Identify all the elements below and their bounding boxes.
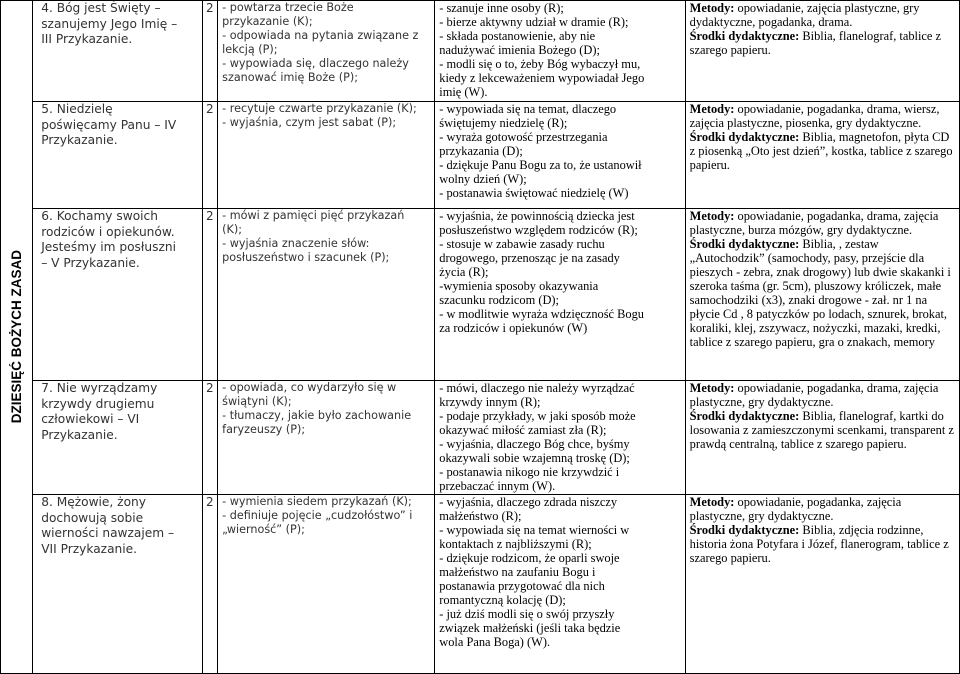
aids-paragraph <box>690 130 955 172</box>
achievement-line: świętujemy niedzielę (R); <box>439 116 568 130</box>
hours-cell: 2 <box>202 1 218 102</box>
achievement-line: kiedy z lekceważeniem wypowiadał Jego <box>439 71 645 85</box>
achievements-cell <box>435 1 685 102</box>
topic-line: dochowują sobie <box>41 510 144 525</box>
topic-line: rodziców i opiekunów. <box>41 224 175 239</box>
aids-text: Biblia, magnetofon, płyta CD z piosenką „Oto jest dzień”, kostka, tablice z szarego papieru. <box>689 130 953 172</box>
objective-line: świątyni (K); <box>222 395 292 408</box>
aids-label: Środki dydaktyczne: <box>689 237 800 251</box>
methods-cell <box>685 495 959 674</box>
methods-paragraph <box>690 495 955 523</box>
objective-line: - wyjaśnia znaczenie słów: <box>222 237 370 250</box>
topic-line: Przykazanie. <box>41 427 118 442</box>
objective-line: przykazanie (K); <box>222 15 313 28</box>
topic-line: 8. Mężowie, żony <box>41 495 146 509</box>
achievement-line: -wymienia sposoby okazywania <box>439 279 599 293</box>
achievement-line: drogowego, przenosząc je na zasady <box>439 251 620 265</box>
achievement-line: - wypowiada się na temat wierności w <box>439 523 630 537</box>
methods-cell <box>685 381 959 495</box>
topic-line: człowiekowi – VI <box>41 412 140 426</box>
achievement-line: wola Pana Boga) (W). <box>439 635 551 649</box>
methods-cell <box>685 1 959 102</box>
achievement-line: przebaczać innym (W). <box>439 479 556 493</box>
table-row <box>1 102 960 209</box>
achievements-cell <box>435 381 685 495</box>
objective-line: (K); <box>222 223 242 236</box>
achievement-line: - bierze aktywny udział w dramie (R); <box>439 15 629 29</box>
objective-line: posłuszeństwo i szacunek (P); <box>222 251 390 264</box>
methods-label: Metody: <box>689 1 735 15</box>
objective-line: - wyjaśnia, czym jest sabat (P); <box>222 116 397 129</box>
methods-text: opowiadanie, zajęcia plastyczne, gry dydaktyczne, pogadanka, drama. <box>689 1 920 29</box>
achievements-cell <box>435 102 685 209</box>
objective-line: „wierność” (P); <box>222 523 305 536</box>
achievement-line: - podaje przykłady, w jaki sposób może <box>439 409 636 423</box>
achievement-line: - dziękuje rodzicom, że oparli swoje <box>439 551 620 565</box>
aids-paragraph <box>690 237 955 349</box>
achievement-line: romantyczną kolację (D); <box>439 593 566 607</box>
table-row <box>1 1 960 102</box>
objectives-cell <box>218 102 435 209</box>
achievement-line: kontaktach z najbliższymi (R); <box>439 537 592 551</box>
achievement-line: - wyjaśnia, dlaczego Bóg chce, byśmy <box>439 437 630 451</box>
objectives-cell <box>218 381 435 495</box>
achievement-line: - dziękuje Panu Bogu za to, że ustanowił <box>439 158 642 172</box>
aids-text: Biblia, zdjęcia rodzinne, historia żona Potyfara i Józef, flanerogram, tablice z szarego papieru. <box>689 523 949 565</box>
topic-line: 5. Niedzielę <box>41 102 113 116</box>
aids-text: Biblia, , zestaw „Autochodzik” (samochody, pasy, przejście dla pieszych - zebra, znak drogowy) lub dwie skakanki i szeroka taśma (gr. 5cm), pluszowy króliczek, małe samochodziki (x3), znaki drogowe - zał. nr 1 na płycie Cd , 8 patyczków po lodach, sznurek, brokat, koraliki, klej, zszywacz, nożyczki, mazaki, kredki, tablice z szarego papieru, gra o znakach, memory <box>689 237 951 349</box>
aids-label: Środki dydaktyczne: <box>689 523 800 537</box>
achievement-line: - w modlitwie wyraża wdzięczność Bogu <box>439 307 644 321</box>
objective-line: - powtarza trzecie Boże <box>222 1 354 14</box>
aids-paragraph <box>690 29 955 57</box>
achievement-line: - wyjaśnia, dlaczego zdrada niszczy <box>439 495 618 509</box>
achievement-line: postanawia przygotować dla nich <box>439 579 605 593</box>
topic-line: wierności nawzajem – <box>41 526 175 540</box>
objective-line: - opowiada, co wydarzyło się w <box>222 381 397 394</box>
topic-line: krzywdy drugiemu <box>41 396 155 411</box>
methods-paragraph <box>690 1 955 29</box>
topic-line: III Przykazanie. <box>41 32 133 46</box>
table-row <box>1 209 960 381</box>
hours-cell: 2 <box>202 495 218 674</box>
methods-label: Metody: <box>689 495 735 509</box>
objectives-cell <box>218 495 435 674</box>
achievement-line: szacunku rodzicom (D); <box>439 293 559 307</box>
achievement-line: - wypowiada się na temat, dlaczego <box>439 102 617 116</box>
objective-line: - definiuje pojęcie „cudzołóstwo” i <box>222 509 413 522</box>
achievement-line: krzywdy innym (R); <box>439 395 541 409</box>
objectives-cell <box>218 1 435 102</box>
topic-cell <box>33 495 202 674</box>
objective-line: - wymienia siedem przykazań (K); <box>222 495 412 508</box>
aids-text: Biblia, flanelograf, tablice z szarego papieru. <box>689 29 942 57</box>
achievement-line: - składa postanowienie, aby nie <box>439 29 596 43</box>
achievement-line: okazywali sobie wzajemną troskę (D); <box>439 451 630 465</box>
objective-line: szanować imię Boże (P); <box>222 71 358 84</box>
objective-line: - recytuje czwarte przykazanie (K); <box>222 102 417 115</box>
achievement-line: - szanuje inne osoby (R); <box>439 1 564 15</box>
topic-line: szanujemy Jego Imię – <box>41 16 178 31</box>
achievement-line: - wyraża gotowość przestrzegania <box>439 130 608 144</box>
hours-cell: 2 <box>202 102 218 209</box>
topic-line: 6. Kochamy swoich <box>41 209 158 223</box>
category-label: DZIESIĘĆ BOŻYCH ZASAD <box>9 250 25 424</box>
aids-paragraph <box>690 523 955 565</box>
category-cell <box>1 1 33 674</box>
objective-line: - tłumaczy, jakie było zachowanie <box>222 409 412 422</box>
methods-cell <box>685 209 959 381</box>
achievement-line: - mówi, dlaczego nie należy wyrządzać <box>439 381 635 395</box>
topic-line: – V Przykazanie. <box>41 255 140 270</box>
topic-line: 4. Bóg jest Święty – <box>41 1 161 15</box>
achievement-line: przykazania (D); <box>439 144 523 158</box>
achievement-line: - stosuje w zabawie zasady ruchu <box>439 237 605 251</box>
table-row <box>1 381 960 495</box>
achievement-line: - modli się o to, żeby Bóg wybaczył mu, <box>439 57 641 71</box>
achievement-line: małżeństwo na zaufaniu Bogu i <box>439 565 596 579</box>
objective-line: lekcją (P); <box>222 43 278 56</box>
hours-cell: 2 <box>202 209 218 381</box>
achievement-line: okazywać miłość zamiast zła (R); <box>439 423 607 437</box>
objective-line: - mówi z pamięci pięć przykazań <box>222 209 405 222</box>
topic-cell <box>33 381 202 495</box>
methods-text: opowiadanie, pogadanka, drama, wiersz, zajęcia plastyczne, piosenka, gry dydaktyczne. <box>689 102 940 130</box>
topic-cell <box>33 102 202 209</box>
methods-label: Metody: <box>689 381 735 395</box>
table-row <box>1 495 960 674</box>
objective-line: faryzeuszy (P); <box>222 423 306 436</box>
achievement-line: imię (W). <box>439 85 488 99</box>
objective-line: - odpowiada na pytania związane z <box>222 29 419 42</box>
topic-line: 7. Nie wyrządzamy <box>41 381 158 395</box>
topic-line: poświęcamy Panu – IV <box>41 117 177 132</box>
aids-label: Środki dydaktyczne: <box>689 29 800 43</box>
achievement-line: - postanawia świętować niedzielę (W) <box>439 186 629 200</box>
achievement-line: posłuszeństwo względem rodziców (R); <box>439 223 638 237</box>
methods-text: opowiadanie, pogadanka, drama, zajęcia plastyczne, burza mózgów, gry dydaktyczne. <box>689 209 939 237</box>
achievement-line: nadużywać imienia Bożego (D); <box>439 43 600 57</box>
achievements-cell <box>435 209 685 381</box>
methods-text: opowiadanie, pogadanka, zajęcia plastyczne, gry dydaktyczne. <box>689 495 902 523</box>
topic-line: VII Przykazanie. <box>41 541 138 556</box>
topic-line: Jesteśmy im posłuszni <box>41 240 176 254</box>
achievement-line: - postanawia nikogo nie krzywdzić i <box>439 465 620 479</box>
aids-text: Biblia, flanelograf, kartki do losowania z zamieszczonymi scenkami, transparent z prawdą centralną, tablice z szarego papieru. <box>689 409 954 451</box>
methods-paragraph <box>690 102 955 130</box>
aids-label: Środki dydaktyczne: <box>689 130 800 144</box>
achievement-line: za rodziców i opiekunów (W) <box>439 321 588 335</box>
achievement-line: związek małżeński (jeśli taka będzie <box>439 621 621 635</box>
achievement-line: małżeństwo (R); <box>439 509 522 523</box>
topic-cell <box>33 209 202 381</box>
achievement-line: - już dziś modli się o swój przyszły <box>439 607 615 621</box>
methods-label: Metody: <box>689 102 735 116</box>
aids-label: Środki dydaktyczne: <box>689 409 800 423</box>
methods-paragraph <box>690 209 955 237</box>
achievement-line: wolny dzień (W); <box>439 172 527 186</box>
hours-cell: 2 <box>202 381 218 495</box>
topic-line: Przykazanie. <box>41 133 118 147</box>
methods-label: Metody: <box>689 209 735 223</box>
achievement-line: życia (R); <box>439 265 489 279</box>
objectives-cell <box>218 209 435 381</box>
methods-text: opowiadanie, pogadanka, drama, zajęcia plastyczne, gry dydaktyczne. <box>689 381 939 409</box>
objective-line: - wypowiada się, dlaczego należy <box>222 57 409 70</box>
methods-cell <box>685 102 959 209</box>
achievements-cell <box>435 495 685 674</box>
methods-paragraph <box>690 381 955 409</box>
topic-cell <box>33 1 202 102</box>
achievement-line: - wyjaśnia, że powinnością dziecka jest <box>439 209 635 223</box>
aids-paragraph <box>690 409 955 451</box>
